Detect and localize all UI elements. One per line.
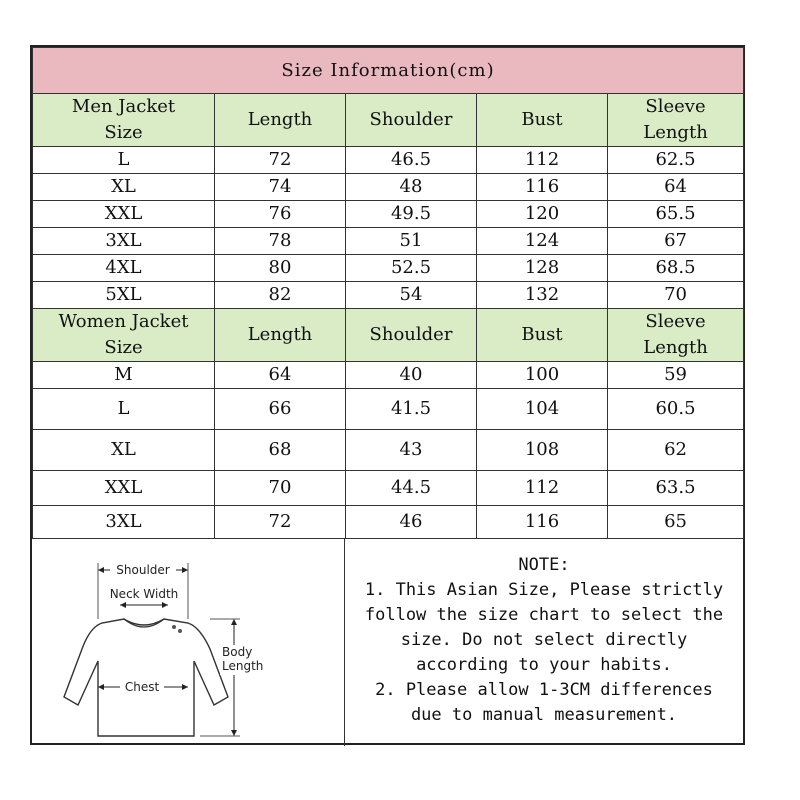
size-table	[32, 47, 744, 539]
note-line: follow the size chart to select the	[364, 605, 724, 625]
bust-cell: 124	[477, 228, 608, 255]
women-header-bust: Bust	[477, 309, 608, 362]
shoulder-cell: 46.5	[346, 147, 477, 174]
table-row	[33, 282, 744, 309]
table-row	[33, 389, 744, 430]
length-cell: 78	[215, 228, 346, 255]
note-line: according to your habits.	[416, 655, 672, 675]
men-header-bust: Bust	[477, 94, 608, 147]
size-cell: L	[33, 389, 215, 430]
bust-cell: 104	[477, 389, 608, 430]
length-cell: 64	[215, 362, 346, 389]
men-header-sleeve: Sleeve Length	[608, 94, 744, 147]
sleeve-cell: 65.5	[608, 201, 744, 228]
bust-cell: 116	[477, 174, 608, 201]
size-cell: 4XL	[33, 255, 215, 282]
length-cell: 76	[215, 201, 346, 228]
women-header-size: Women Jacket Size	[33, 309, 215, 362]
women-header-sleeve: Sleeve Length	[608, 309, 744, 362]
table-row	[33, 201, 744, 228]
sleeve-cell: 68.5	[608, 255, 744, 282]
jacket-diagram-icon	[32, 539, 344, 746]
sleeve-cell: 64	[608, 174, 744, 201]
sleeve-cell: 62	[608, 430, 744, 471]
length-cell: 82	[215, 282, 346, 309]
bust-cell: 112	[477, 471, 608, 506]
bottom-section	[32, 538, 743, 746]
bust-cell: 132	[477, 282, 608, 309]
shoulder-cell: 46	[346, 506, 477, 539]
bust-cell: 112	[477, 147, 608, 174]
length-cell: 68	[215, 430, 346, 471]
title-row	[33, 48, 744, 94]
bust-cell: 120	[477, 201, 608, 228]
shoulder-cell: 49.5	[346, 201, 477, 228]
length-cell: 72	[215, 506, 346, 539]
women-header-length: Length	[215, 309, 346, 362]
size-cell: XL	[33, 430, 215, 471]
shoulder-cell: 52.5	[346, 255, 477, 282]
table-row	[33, 506, 744, 539]
size-cell: 3XL	[33, 506, 215, 539]
bust-cell: 128	[477, 255, 608, 282]
bust-cell: 108	[477, 430, 608, 471]
sleeve-cell: 62.5	[608, 147, 744, 174]
sleeve-cell: 70	[608, 282, 744, 309]
shoulder-cell: 41.5	[346, 389, 477, 430]
men-header-length: Length	[215, 94, 346, 147]
bust-cell: 100	[477, 362, 608, 389]
table-row	[33, 362, 744, 389]
shoulder-cell: 48	[346, 174, 477, 201]
note-line: 1. This Asian Size, Please strictly	[364, 580, 724, 600]
table-row	[33, 228, 744, 255]
length-cell: 80	[215, 255, 346, 282]
note-line: 2. Please allow 1-3CM differences	[375, 680, 713, 700]
size-cell: XL	[33, 174, 215, 201]
note-line: due to manual measurement.	[410, 705, 678, 725]
shoulder-label: Shoulder	[116, 563, 170, 577]
neck-width-label: Neck Width	[109, 587, 179, 601]
sleeve-cell: 65	[608, 506, 744, 539]
length-label: Length	[222, 659, 264, 673]
chest-label: Chest	[124, 680, 160, 694]
table-row	[33, 174, 744, 201]
shoulder-cell: 44.5	[346, 471, 477, 506]
body-label: Body	[222, 645, 253, 659]
length-cell: 66	[215, 389, 346, 430]
women-header-row	[33, 309, 744, 362]
shoulder-cell: 40	[346, 362, 477, 389]
size-cell: M	[33, 362, 215, 389]
length-cell: 70	[215, 471, 346, 506]
measurement-diagram	[32, 539, 345, 746]
sleeve-cell: 63.5	[608, 471, 744, 506]
men-header-row	[33, 94, 744, 147]
size-cell: 5XL	[33, 282, 215, 309]
length-cell: 74	[215, 174, 346, 201]
size-chart	[30, 45, 745, 745]
size-cell: XXL	[33, 471, 215, 506]
note-heading: NOTE:	[518, 555, 570, 575]
note-section	[345, 553, 743, 728]
sleeve-cell: 60.5	[608, 389, 744, 430]
shoulder-cell: 54	[346, 282, 477, 309]
size-cell: XXL	[33, 201, 215, 228]
sleeve-cell: 59	[608, 362, 744, 389]
length-cell: 72	[215, 147, 346, 174]
shoulder-cell: 43	[346, 430, 477, 471]
women-header-shoulder: Shoulder	[346, 309, 477, 362]
men-header-shoulder: Shoulder	[346, 94, 477, 147]
chart-title: Size Information(cm)	[33, 48, 744, 94]
shoulder-cell: 51	[346, 228, 477, 255]
table-row	[33, 255, 744, 282]
bust-cell: 116	[477, 506, 608, 539]
men-header-size: Men Jacket Size	[33, 94, 215, 147]
size-cell: L	[33, 147, 215, 174]
table-row	[33, 147, 744, 174]
size-cell: 3XL	[33, 228, 215, 255]
table-row	[33, 471, 744, 506]
note-line: size. Do not select directly	[400, 630, 688, 650]
table-row	[33, 430, 744, 471]
sleeve-cell: 67	[608, 228, 744, 255]
